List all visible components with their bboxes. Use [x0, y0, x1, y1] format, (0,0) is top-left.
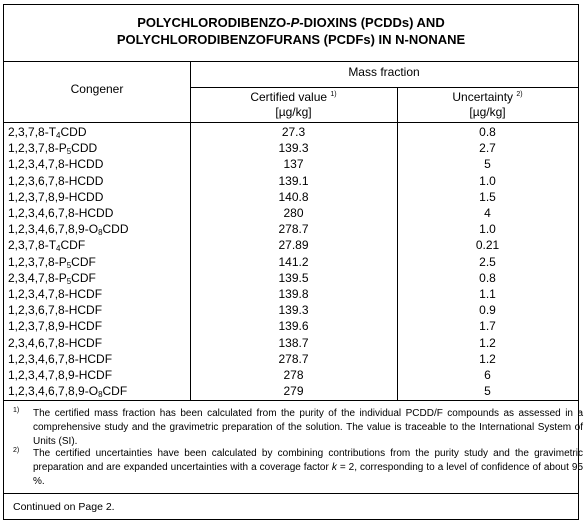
certified-value-cell: 278.7 — [278, 351, 309, 366]
uncertainty-cell: 2.7 — [479, 141, 496, 156]
certified-value-cell: 139.6 — [278, 319, 309, 334]
congener-cell — [8, 124, 86, 140]
congener-subscript: 5 — [66, 276, 72, 286]
congener-cell: 1,2,3,4,7,8-HCDD — [8, 157, 104, 172]
header-uncertainty: Uncertainty $^{2)}$ [µg/kg] — [452, 90, 523, 119]
certified-value-cell: 278.7 — [278, 222, 309, 237]
uncertainty-cell: 1.0 — [479, 222, 496, 237]
uncertainty-cell: 6 — [484, 368, 491, 382]
uncertainty-cell: 1.2 — [479, 351, 496, 366]
congener-cell: 2,3,4,6,7,8-HCDF — [8, 335, 103, 350]
rule-under-mass-fraction — [190, 87, 578, 88]
title-line-2: POLYCHLORODIBENZOFURANS (PCDFs) IN N-NONANE — [116, 32, 466, 47]
uncertainty-cell: 1.5 — [479, 189, 496, 204]
uncertainty-cell: 5 — [484, 384, 491, 399]
congener-cell: 1,2,3,6,7,8-HCDF — [8, 303, 103, 318]
congener-subscript: 8 — [98, 390, 103, 400]
certified-value-cell: 139.3 — [278, 141, 309, 156]
certified-value-cell: 279 — [283, 384, 304, 399]
congener-cell: 1,2,3,4,7,8,9-HCDF — [8, 368, 113, 382]
congener-prefix: 2,3,7,8-T — [8, 238, 57, 253]
certified-value-cell: 27.89 — [278, 238, 309, 253]
uncertainty-cell: 0.9 — [479, 303, 496, 318]
header-congener: Congener — [70, 82, 124, 96]
certified-value-cell: 27.3 — [281, 125, 306, 139]
uncertainty-cell: 0.8 — [479, 125, 496, 139]
congener-suffix: CDF — [71, 254, 96, 269]
uncertainty-cell: 4 — [484, 206, 491, 220]
congener-prefix: 1,2,3,4,6,7,8,9-O — [8, 222, 99, 237]
congener-cell — [8, 140, 97, 156]
table-title — [4, 14, 578, 48]
congener-cell: 1,2,3,7,8,9-HCDF — [8, 319, 103, 334]
certified-value-cell: 139.8 — [278, 287, 309, 301]
congener-prefix: 2,3,7,8-T — [8, 125, 57, 139]
footnote-1: 1) The certified mass fraction has been calculated from the purity of the individual PCDD/F compounds as assessed in a comprehensive study and the gravimetric preparation of the solution. The value is traceable to the International System of Units (SI). — [13, 407, 583, 447]
certified-value-cell: 278 — [283, 368, 304, 382]
congener-prefix: 1,2,3,7,8-P — [8, 141, 67, 156]
rule-under-title — [4, 61, 578, 62]
certified-value-cell: 137 — [283, 157, 304, 172]
congener-suffix: CDD — [60, 125, 87, 139]
continued-note: Continued on Page 2. — [13, 501, 115, 513]
congener-prefix: 2,3,4,7,8-P — [8, 270, 67, 285]
certified-value-cell: 138.7 — [278, 335, 309, 350]
certified-value-cell: 139.1 — [278, 173, 309, 188]
uncertainty-cell: 1.7 — [479, 319, 496, 334]
header-certified-value: Certified value $^{1)}$ [µg/kg] — [250, 90, 337, 119]
congener-suffix: CDF — [71, 270, 96, 285]
congener-prefix: 1,2,3,7,8-P — [8, 254, 67, 269]
uncertainty-cell: 2.5 — [479, 254, 496, 269]
congener-cell — [8, 254, 96, 270]
uncertainty-cell: 0.21 — [475, 238, 500, 253]
congener-cell — [8, 221, 129, 237]
congener-cell: 1,2,3,4,6,7,8-HCDF — [8, 351, 113, 366]
congener-cell: 1,2,3,4,6,7,8-HCDD — [8, 206, 114, 220]
title-line-1: POLYCHLORODIBENZO-P-DIOXINS (PCDDs) AND — [137, 15, 445, 30]
uncertainty-cell: 5 — [484, 157, 491, 172]
certified-value-cell: 139.3 — [278, 303, 309, 318]
congener-suffix: CDF — [102, 384, 128, 399]
certified-value-cell: 140.8 — [278, 189, 309, 204]
congener-cell: 1,2,3,4,7,8-HCDF — [8, 287, 103, 301]
congener-cell — [8, 270, 96, 286]
uncertainty-cell: 1.2 — [479, 335, 496, 350]
congener-suffix: CDF — [60, 238, 86, 253]
congener-suffix: CDD — [71, 141, 98, 156]
uncertainty-cell: 1.1 — [479, 287, 496, 301]
congener-subscript: 4 — [56, 244, 61, 254]
congener-cell: 1,2,3,7,8,9-HCDD — [8, 189, 104, 204]
certificate-table-frame — [3, 4, 584, 520]
rule-under-data — [4, 400, 578, 401]
congener-suffix: CDD — [102, 222, 129, 237]
congener-subscript: 8 — [98, 228, 103, 238]
footnote-2: 2) The certified uncertainties have been calculated by combining contributions from the purity study and the gravimetric preparation and are expanded uncertainties with a coverage factor k = 2, corresponding to a level of confidence of about 95 %. — [13, 447, 584, 487]
congener-cell — [8, 237, 85, 253]
rule-above-continued — [4, 493, 578, 494]
congener-cell — [8, 383, 127, 399]
header-mass-fraction: Mass fraction — [348, 65, 420, 79]
rule-under-header — [4, 122, 578, 123]
congener-subscript: 5 — [66, 147, 72, 157]
uncertainty-cell: 0.8 — [479, 270, 496, 285]
congener-cell: 1,2,3,6,7,8-HCDD — [8, 173, 104, 188]
congener-prefix: 1,2,3,4,6,7,8,9-O — [8, 384, 99, 399]
certified-value-cell: 139.5 — [278, 270, 309, 285]
congener-subscript: 4 — [56, 131, 61, 140]
uncertainty-cell: 1.0 — [479, 173, 496, 188]
certified-value-cell: 280 — [283, 206, 304, 220]
certified-value-cell: 141.2 — [278, 254, 309, 269]
congener-subscript: 5 — [66, 260, 72, 270]
